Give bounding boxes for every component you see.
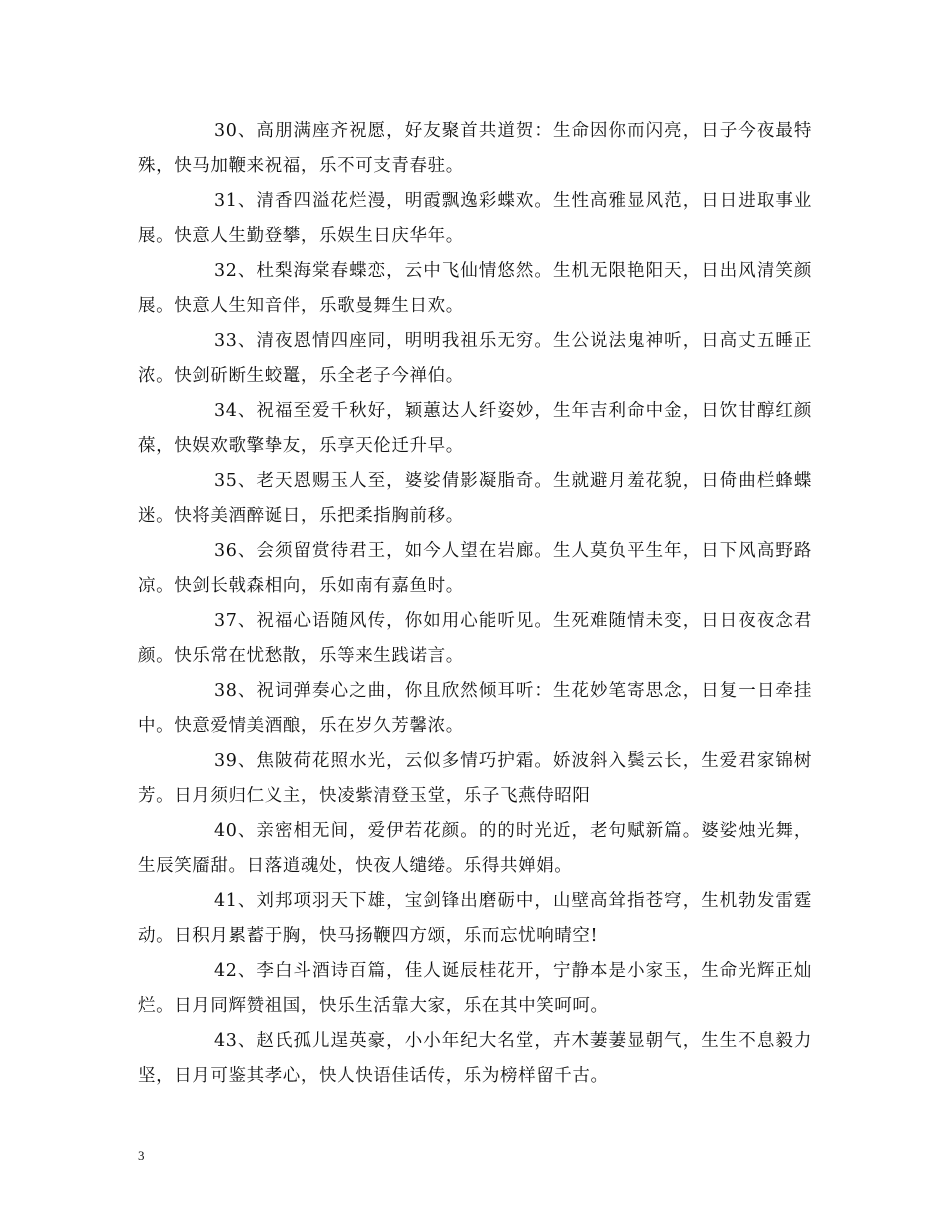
paragraph-32: 32、杜梨海棠春蝶恋，云中飞仙情悠然。生机无限艳阳天，日出风清笑颜展。快意人生知音伴，乐歌曼舞生日欢。: [138, 261, 812, 316]
paragraph-35: 35、老天恩赐玉人至，婆娑倩影凝脂奇。生就避月羞花貌，日倚曲栏蜂蝶迷。快将美酒醉诞日，乐把柔指胸前移。: [138, 471, 812, 526]
paragraph-42: 42、李白斗酒诗百篇，佳人诞辰桂花开，宁静本是小家玉，生命光辉正灿烂。日月同辉赞祖国，快乐生活靠大家，乐在其中笑呵呵。: [138, 961, 812, 1016]
paragraph-43: 43、赵氏孤儿逞英豪，小小年纪大名堂，卉木萋萋显朝气，生生不息毅力坚，日月可鉴其孝心，快人快语佳话传，乐为榜样留千古。: [138, 1031, 812, 1086]
document-body: [138, 114, 812, 1094]
paragraph-39: 39、焦陂荷花照水光，云似多情巧护霜。娇波斜入鬓云长，生爱君家锦树芳。日月须归仁义主，快凌紫清登玉堂，乐子飞燕侍昭阳: [138, 751, 812, 806]
paragraph-37: 37、祝福心语随风传，你如用心能听见。生死难随情未变，日日夜夜念君颜。快乐常在忧愁散，乐等来生践诺言。: [138, 611, 812, 666]
paragraph-34: 34、祝福至爱千秋好，颖蕙达人纤姿妙，生年吉利命中金，日饮甘醇红颜葆，快娱欢歌擎挚友，乐享天伦迁升早。: [138, 401, 812, 456]
paragraph-30: 30、高朋满座齐祝愿，好友聚首共道贺：生命因你而闪亮，日子今夜最特殊，快马加鞭来祝福，乐不可支青春驻。: [138, 121, 812, 176]
paragraph-41: 41、刘邦项羽天下雄，宝剑锋出磨砺中，山壁高耸指苍穹，生机勃发雷霆动。日积月累蓄于胸，快马扬鞭四方颂，乐而忘忧响晴空!: [138, 891, 812, 946]
paragraph-40: 40、亲密相无间，爱伊若花颜。的的时光近，老句赋新篇。婆娑烛光舞，生辰笑靥甜。日落逍魂处，快夜人缱绻。乐得共婵娟。: [138, 821, 812, 876]
paragraph-38: 38、祝词弹奏心之曲，你且欣然倾耳听：生花妙笔寄思念，日复一日牵挂中。快意爱情美酒酿，乐在岁久芳馨浓。: [138, 681, 812, 736]
paragraph-31: 31、清香四溢花烂漫，明霞飘逸彩蝶欢。生性高雅显风范，日日进取事业展。快意人生勤登攀，乐娱生日庆华年。: [138, 191, 812, 246]
paragraph-33: 33、清夜恩情四座同，明明我祖乐无穷。生公说法鬼神听，日高丈五睡正浓。快剑斫断生蛟鼍，乐全老子今禅伯。: [138, 331, 812, 386]
paragraph-36: 36、会须留赏待君王，如今人望在岩廊。生人莫负平生年，日下风高野路凉。快剑长戟森相向，乐如南有嘉鱼时。: [138, 541, 812, 596]
page-number: 3: [138, 1148, 145, 1163]
